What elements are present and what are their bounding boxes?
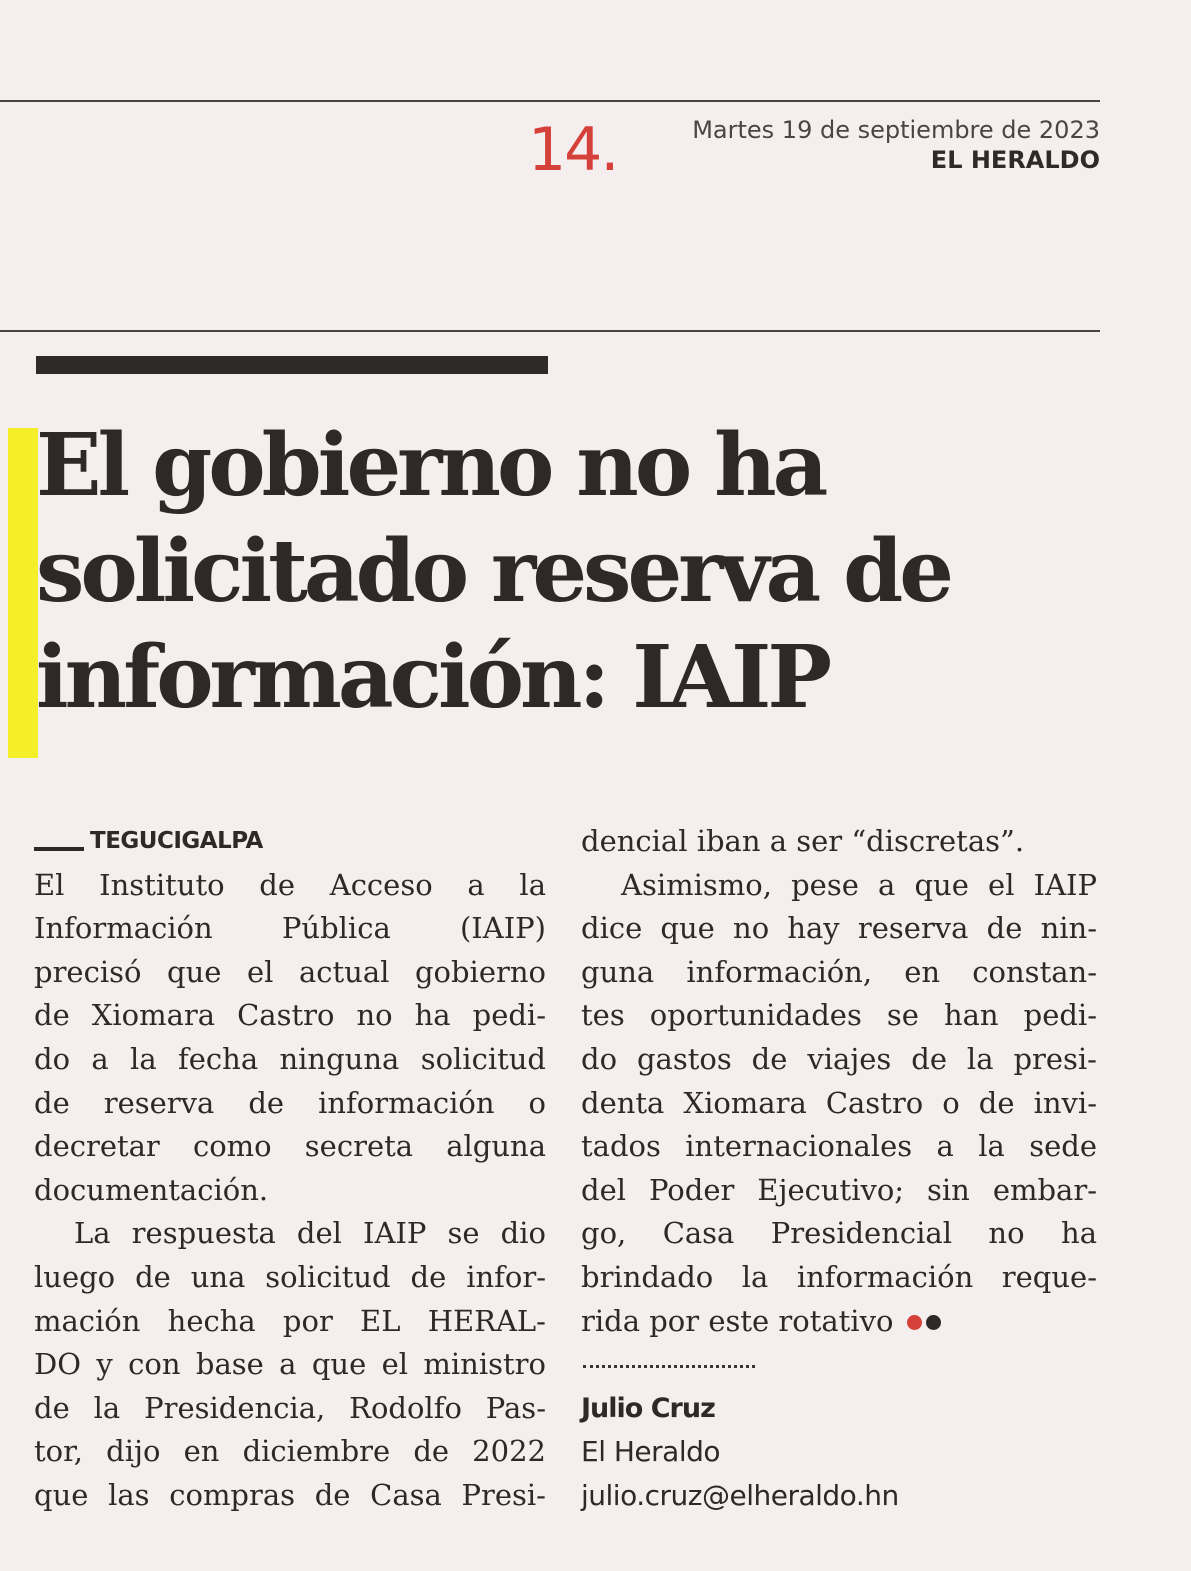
top-rule [0,100,1100,102]
body-line: tados internacionales a la sede [581,1129,1097,1164]
body-line: tes oportunidades se han pedi- [581,998,1097,1033]
body-line: precisó que el actual gobierno [34,954,546,989]
body-line: documentación. [34,1172,269,1207]
body-line: denta Xiomara Castro o de invi- [581,1085,1097,1120]
body-line: dencial iban a ser “discretas”. [581,824,1025,858]
publication-date: Martes 19 de septiembre de 2023 [692,116,1100,144]
body-line: Información Pública (IAIP) [34,911,546,946]
dateline-dash [34,847,84,851]
dateline-text: TEGUCIGALPA [90,828,263,854]
body-line: do gastos de viajes de la presi- [581,1041,1097,1076]
highlighter-mark [8,428,38,758]
body-line: del Poder Ejecutivo; sin embar- [581,1172,1097,1207]
author-outlet: El Heraldo [581,1435,721,1469]
body-line: dice que no hay reserva de nin- [581,911,1097,946]
body-line: de reserva de información o [34,1085,546,1120]
body-line: brindado la información reque- [581,1259,1097,1294]
body-line: de Xiomara Castro no ha pedi- [34,998,546,1033]
body-line: El Instituto de Acceso a la [34,867,546,902]
author-name: Julio Cruz [581,1392,715,1424]
article-column-left [34,820,546,1518]
end-of-article-mark [907,1315,941,1330]
page-number: 14. [528,115,618,185]
headline-line: solicitado reserva de [36,521,950,622]
section-rule [0,330,1100,332]
byline-separator [581,1343,1097,1387]
body-line: guna información, en constan- [581,954,1097,989]
headline-line: información: IAIP [36,627,829,728]
headline [36,413,1116,731]
body-line: luego de una solicitud de infor- [34,1259,546,1294]
body-line: de la Presidencia, Rodolfo Pas- [34,1390,546,1425]
article-column-right [581,820,1097,1518]
author-email: julio.cruz@elheraldo.hn [581,1478,899,1512]
body-line: do a la fecha ninguna solicitud [34,1041,546,1076]
end-dot-dark [926,1315,941,1330]
body-line: tor, dijo en diciembre de 2022 [34,1434,546,1469]
headline-line: El gobierno no ha [36,415,825,516]
dateline [34,820,546,864]
body-line: que las compras de Casa Presi- [34,1477,546,1512]
end-dot-red [907,1315,922,1330]
body-line: decretar como secreta alguna [34,1129,546,1164]
body-line-last [581,1300,1097,1344]
body-line: mación hecha por EL HERAL- [34,1303,546,1338]
body-line: DO y con base a que el ministro [34,1347,546,1382]
body-line-text: rida por este rotativo [581,1303,894,1338]
body-line: Asimismo, pese a que el IAIP [621,867,1097,902]
body-line: La respuesta del IAIP se dio [74,1216,546,1251]
headline-bar [36,356,548,374]
newspaper-name: EL HERALDO [930,146,1100,174]
body-line: go, Casa Presidencial no ha [581,1216,1097,1251]
